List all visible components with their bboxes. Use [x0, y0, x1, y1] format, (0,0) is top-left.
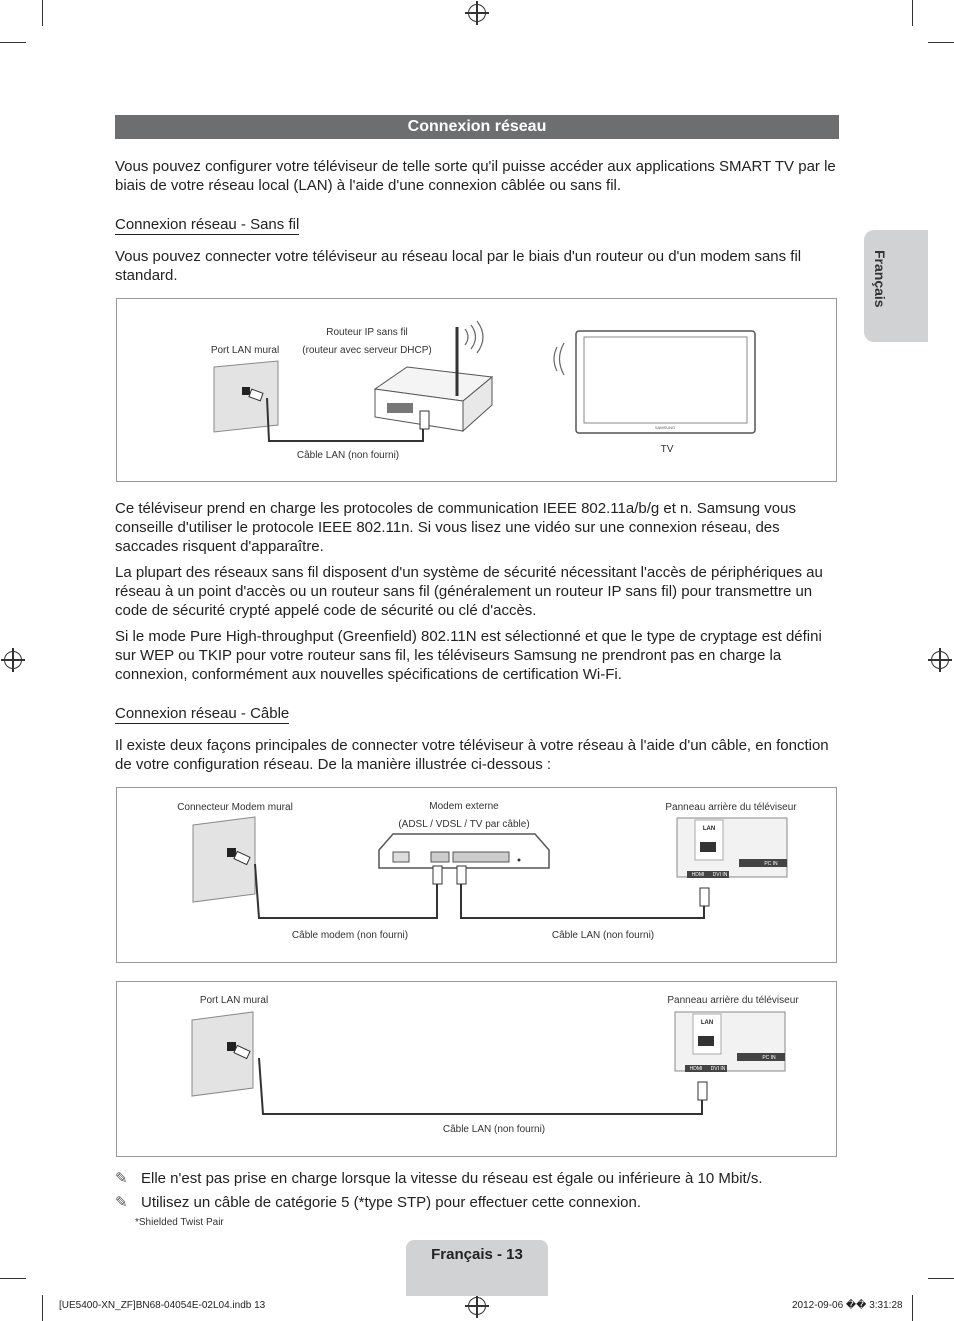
- lan-port-label: LAN: [700, 1020, 714, 1026]
- wired-modem-diagram: [116, 787, 837, 963]
- modem-plug-icon: [433, 866, 442, 884]
- wired-wall-diagram-art: [117, 982, 836, 1156]
- cable-modem-label: Câble modem (non fourni): [291, 930, 409, 941]
- modem-jack-icon: [227, 848, 236, 857]
- cable-lan-label: Câble LAN (non fourni): [551, 930, 655, 941]
- crop-mark: [912, 0, 913, 26]
- crop-mark: [912, 1295, 913, 1321]
- wireless-paragraph-3: Si le mode Pure High-throughput (Greenfield) 802.11N est sélectionné et que le type de cryptage est défini sur WEP ou TKIP pour votre routeur sans fil, les téléviseurs Samsung ne prendront pas en charge la connexion, conformément aux nouvelles spécifications de certification Wi-Fi.: [115, 628, 822, 683]
- crop-mark: [928, 42, 954, 43]
- modem-label-line2: (ADSL / VDSL / TV par câble): [398, 819, 530, 830]
- registration-mark-icon: [468, 4, 486, 22]
- lan-cable: [461, 878, 704, 918]
- footer-timestamp: 2012-09-06 �� 3:31:28: [792, 1300, 903, 1311]
- crop-mark: [928, 1278, 954, 1279]
- tv-plug-icon: [698, 1082, 707, 1100]
- router-plug-icon: [420, 411, 429, 429]
- router-label-line1: Routeur IP sans fil: [326, 327, 408, 338]
- lan-jack-icon: [242, 387, 250, 395]
- section-title: Connexion réseau: [115, 115, 839, 139]
- cable-label: Câble LAN (non fourni): [296, 450, 400, 461]
- tv-rear-panel-icon: [677, 818, 787, 878]
- intro-paragraph: Vous pouvez configurer votre téléviseur de telle sorte qu'il puisse accéder aux applications SMART TV par le biais de votre réseau local (LAN) à l'aide d'une connexion câblée ou sans fil.: [115, 158, 836, 194]
- lan-plug-icon: [457, 866, 466, 884]
- wall-port-label: Port LAN mural: [210, 345, 280, 356]
- pc-in-label: PC IN: [764, 861, 778, 867]
- lan-jack-icon: [227, 1042, 236, 1051]
- wireless-heading: Connexion réseau - Sans fil: [115, 216, 300, 233]
- wall-modem-label: Connecteur Modem mural: [177, 802, 293, 813]
- note-1: [115, 1169, 763, 1187]
- wireless-paragraph-1: Ce téléviseur prend en charge les protocoles de communication IEEE 802.11a/b/g et n. Samsung vous conseille d'utiliser le protocole IEEE 802.11n. Si vous lisez une vidéo sur une connexion réseau, des saccades risquent d'apparaître.: [115, 500, 796, 555]
- note-2-text: Utilisez un câble de catégorie 5 (*type STP) pour effectuer cette connexion.: [141, 1194, 642, 1211]
- tv-icon: [554, 331, 755, 433]
- modem-label-line1: Modem externe: [429, 801, 499, 812]
- pencil-note-icon: ✎: [115, 1194, 128, 1211]
- note-1-text: Elle n'est pas prise en charge lorsque la vitesse du réseau est égale ou inférieure à 10 Mbit/s.: [141, 1170, 763, 1187]
- cable-lan-label: Câble LAN (non fourni): [442, 1124, 546, 1135]
- wired-modem-diagram-art: [117, 788, 836, 962]
- wireless-paragraph-2: La plupart des réseaux sans fil disposent d'un système de sécurité nécessitant l'accès de périphériques au réseau à un point d'accès ou un routeur sans fil (généralement un routeur IP sans fil) pour transmettre un code de sécurité crypté appelé code de sécurité ou clé d'accès.: [115, 564, 823, 619]
- dvi-in-label: DVI IN: [712, 872, 728, 878]
- language-side-tab-label: Français: [872, 250, 888, 308]
- wireless-diagram: [116, 298, 837, 482]
- registration-mark-icon: [4, 651, 22, 669]
- crop-mark: [0, 1278, 26, 1279]
- wired-wall-diagram: [116, 981, 837, 1157]
- lan-cable: [259, 1058, 702, 1114]
- lan-port-label: LAN: [702, 826, 716, 832]
- wired-intro: Il existe deux façons principales de connecter votre téléviseur à votre réseau à l'aide d'un câble, en fonction de votre configuration réseau. De la manière illustrée ci-dessous :: [115, 737, 829, 773]
- crop-mark: [42, 1295, 43, 1321]
- tv-label: TV: [660, 444, 674, 455]
- pencil-note-icon: ✎: [115, 1170, 128, 1187]
- router-label-line2: (routeur avec serveur DHCP): [302, 345, 432, 356]
- tv-plug-icon: [700, 888, 709, 906]
- tv-panel-label: Panneau arrière du téléviseur: [665, 802, 797, 813]
- page-number-tab: [406, 1240, 548, 1296]
- note-2: [115, 1193, 641, 1211]
- registration-mark-icon: [468, 1297, 486, 1315]
- registration-mark-icon: [931, 651, 949, 669]
- tv-rear-panel-icon: [675, 1012, 785, 1072]
- dvi-in-label: DVI IN: [710, 1066, 726, 1072]
- modem-cable: [255, 864, 437, 918]
- tv-brand: SAMSUNG: [654, 425, 676, 430]
- language-side-tab: [864, 230, 928, 342]
- modem-icon: [379, 834, 549, 868]
- wireless-intro: Vous pouvez connecter votre téléviseur au réseau local par le biais d'un routeur ou d'un modem sans fil standard.: [115, 248, 802, 284]
- wireless-diagram-art: [117, 299, 836, 481]
- tv-panel-label: Panneau arrière du téléviseur: [667, 995, 799, 1006]
- pc-in-label: PC IN: [762, 1055, 776, 1061]
- wall-port-label: Port LAN mural: [199, 995, 269, 1006]
- footer-file-info: [UE5400-XN_ZF]BN68-04054E-02L04.indb 13: [59, 1300, 266, 1311]
- crop-mark: [0, 42, 26, 43]
- hdmi-label: HDMI: [691, 872, 705, 878]
- page-number-label: Français - 13: [431, 1246, 523, 1263]
- hdmi-label: HDMI: [689, 1066, 703, 1072]
- crop-mark: [42, 0, 43, 26]
- footnote: *Shielded Twist Pair: [135, 1217, 224, 1228]
- wired-heading: Connexion réseau - Câble: [115, 705, 290, 722]
